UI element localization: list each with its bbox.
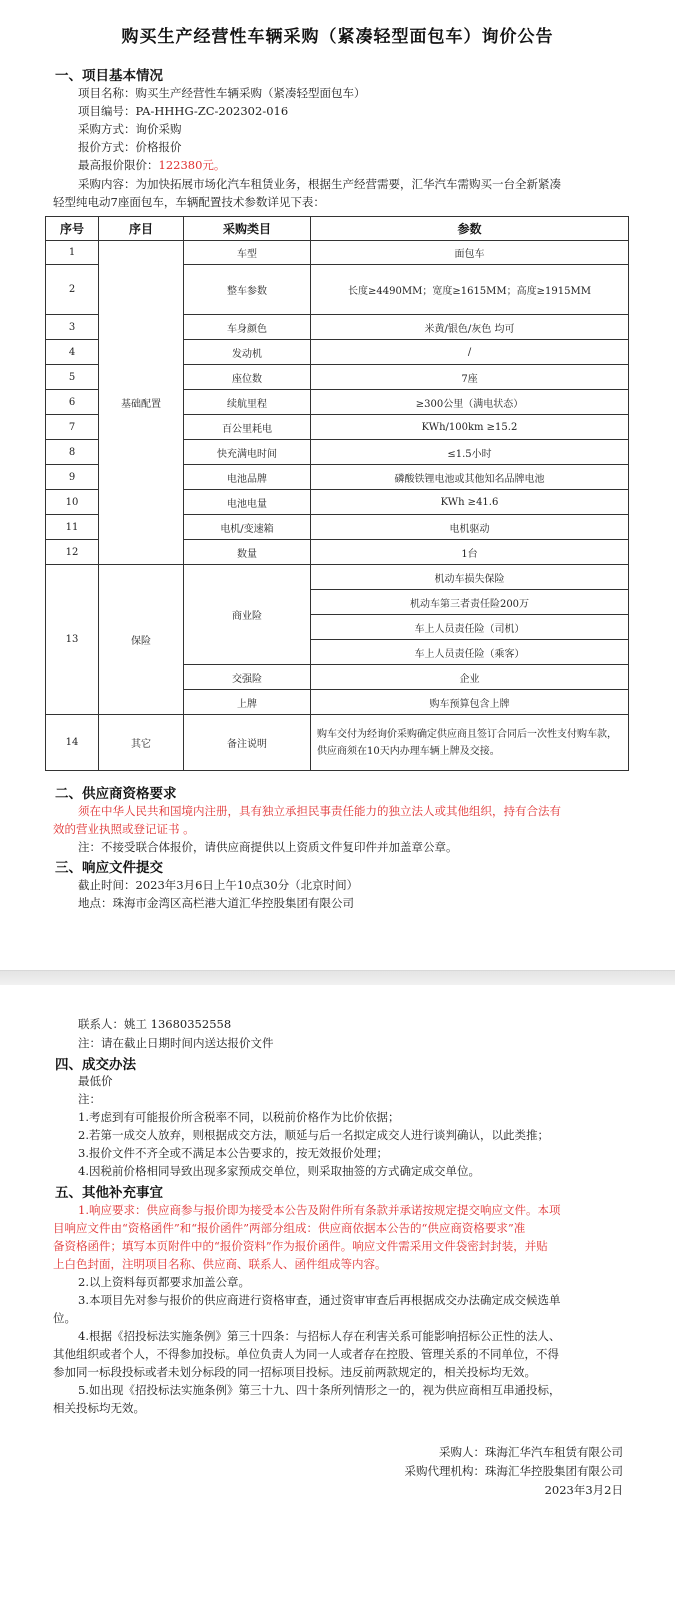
qualification-review-line: 位。	[53, 1311, 76, 1325]
group-basic-config: 基础配置	[99, 241, 184, 565]
row-no: 3	[46, 315, 99, 340]
row-no: 10	[46, 490, 99, 515]
row-param: 7座	[311, 365, 629, 390]
qualification-line-2: 效的营业执照或登记证书 。	[53, 822, 195, 836]
award-rule: 1.考虑到有可能报价所含税率不同，以税前价格作为比价依据；	[78, 1110, 400, 1124]
header-category: 序目	[99, 217, 184, 241]
row-item: 电池品牌	[184, 465, 311, 490]
section-3-heading: 三、响应文件提交	[55, 860, 163, 876]
row-param: KWh/100km ≥15.2	[311, 415, 629, 440]
row-param: 磷酸铁锂电池或其他知名品牌电池	[311, 465, 629, 490]
award-rule: 2.若第一成交人放弃，则根据成交方法，顺延与后一名拟定成交人进行谈判确认，以此类推；	[78, 1128, 549, 1142]
response-requirement-line: 1.响应要求：供应商参与报价即为接受本公告及附件所有条款并承诺按规定提交响应文件。本项	[78, 1203, 561, 1217]
row-param: 车上人员责任险（乘客）	[311, 640, 629, 665]
row-param: ≥300公里（满电状态）	[311, 390, 629, 415]
row-no: 2	[46, 265, 99, 315]
row-param: 面包车	[311, 241, 629, 265]
page-separator	[0, 970, 675, 986]
row-param: 米黄/银色/灰色 均可	[311, 315, 629, 340]
document-title: 购买生产经营性车辆采购（紧凑轻型面包车）询价公告	[121, 27, 554, 47]
row-no: 8	[46, 440, 99, 465]
qualification-review-line: 3.本项目先对参与报价的供应商进行资格审查，通过资审审查后再根据成交办法确定成交候选单	[78, 1293, 561, 1307]
table-header-row	[46, 217, 629, 241]
row-no: 14	[46, 715, 99, 771]
table-row	[46, 565, 629, 590]
row-param: 机动车损失保险	[311, 565, 629, 590]
row-no: 7	[46, 415, 99, 440]
row-no: 1	[46, 241, 99, 265]
content-line-2: 轻型纯电动7座面包车，车辆配置技术参数详见下表：	[53, 195, 325, 209]
submission-address: 地点：珠海市金湾区高栏港大道汇华控股集团有限公司	[78, 896, 354, 910]
contact-person: 联系人：姚工 13680352558	[78, 1017, 232, 1031]
agent-signature: 采购代理机构：珠海汇华控股集团有限公司	[404, 1464, 623, 1478]
row-param: 电机驱动	[311, 515, 629, 540]
response-requirement-line: 备资格函件；填写本页附件中的“报价资料”作为报价函件。响应文件需采用文件袋密封封装，并贴	[53, 1239, 548, 1253]
row-item: 发动机	[184, 340, 311, 365]
lowest-price: 最低价	[78, 1074, 113, 1088]
table-row	[46, 715, 629, 771]
conflict-rule-line: 其他组织或者个人，不得参加投标。单位负责人为同一人或者存在控股、管理关系的不同单位，不得	[53, 1347, 559, 1361]
row-no: 11	[46, 515, 99, 540]
max-price-value: 122380元。	[158, 158, 226, 172]
row-item: 电机/变速箱	[184, 515, 311, 540]
stamp-requirement: 2.以上资料每页都要求加盖公章。	[78, 1275, 250, 1289]
row-param: 机动车第三者责任险200万	[311, 590, 629, 615]
submission-note: 注：请在截止日期时间内送达报价文件	[78, 1036, 274, 1050]
row-param: 购车预算包含上牌	[311, 690, 629, 715]
conflict-rule-line: 参加同一标段投标或者未划分标段的同一招标项目投标。违反前两款规定的，相关投标均无效。	[53, 1365, 536, 1379]
group-insurance: 保险	[99, 565, 184, 715]
document-page-2	[0, 985, 675, 1600]
header-no: 序号	[46, 217, 99, 241]
row-no: 4	[46, 340, 99, 365]
collusion-rule-line: 5.如出现《招投标法实施条例》第三十九、四十条所列情形之一的，视为供应商相互串通投标，	[78, 1383, 561, 1397]
collusion-rule-line: 相关投标均无效。	[53, 1401, 145, 1415]
row-no: 12	[46, 540, 99, 565]
section-4-heading: 四、成交办法	[55, 1057, 136, 1073]
section-2-heading: 二、供应商资格要求	[55, 786, 177, 802]
row-item: 上牌	[184, 690, 311, 715]
award-note: 注：	[78, 1092, 101, 1106]
max-price-label: 最高报价限价：	[78, 158, 159, 172]
row-item: 数量	[184, 540, 311, 565]
row-item: 交强险	[184, 665, 311, 690]
row-item: 百公里耗电	[184, 415, 311, 440]
conflict-rule-line: 4.根据《招投标法实施条例》第三十四条：与招标人存在利害关系可能影响招标公正性的法人、	[78, 1329, 561, 1343]
row-no: 9	[46, 465, 99, 490]
group-other: 其它	[99, 715, 184, 771]
row-item: 快充满电时间	[184, 440, 311, 465]
row-item: 续航里程	[184, 390, 311, 415]
row-param: 车上人员责任险（司机）	[311, 615, 629, 640]
row-item: 整车参数	[184, 265, 311, 315]
award-rule: 4.因税前价格相同导致出现多家预成交单位，则采取抽签的方式确定成交单位。	[78, 1164, 480, 1178]
header-param: 参数	[311, 217, 629, 241]
row-param: 1台	[311, 540, 629, 565]
response-requirement-line: 目响应文件由“资格函件”和“报价函件”两部分组成：供应商依据本公告的“供应商资格要求”准	[53, 1221, 526, 1235]
insurance-commercial: 商业险	[184, 565, 311, 665]
response-requirement-line: 上白色封面，注明项目名称、供应商、联系人、函件组成等内容。	[53, 1257, 387, 1271]
row-param: 购车交付为经询价采购确定供应商且签订合同后一次性支付购车款，供应商须在10天内办理车辆上牌及交接。	[311, 715, 629, 771]
qualification-line-1: 须在中华人民共和国境内注册，具有独立承担民事责任能力的独立法人或其他组织，持有合法有	[78, 804, 561, 818]
row-item: 车身颜色	[184, 315, 311, 340]
content-line-1: 采购内容：为加快拓展市场化汽车租赁业务，根据生产经营需要，汇华汽车需购买一台全新紧凑	[78, 177, 561, 191]
signature-date: 2023年3月2日	[544, 1483, 623, 1497]
row-no: 13	[46, 565, 99, 715]
purchaser-signature: 采购人：珠海汇华汽车租赁有限公司	[439, 1445, 623, 1459]
procurement-method: 采购方式：询价采购	[78, 122, 182, 136]
submission-deadline: 截止时间：2023年3月6日上午10点30分（北京时间）	[78, 878, 359, 892]
row-param: KWh ≥41.6	[311, 490, 629, 515]
row-param: ≤1.5小时	[311, 440, 629, 465]
project-number: 项目编号：PA-HHHG-ZC-202302-016	[78, 104, 289, 118]
row-no: 6	[46, 390, 99, 415]
quote-method: 报价方式：价格报价	[78, 140, 182, 154]
row-item: 备注说明	[184, 715, 311, 771]
table-row	[46, 241, 629, 265]
section-1-heading: 一、项目基本情况	[55, 68, 163, 84]
vehicle-spec-table	[45, 216, 629, 771]
header-item: 采购类目	[184, 217, 311, 241]
row-item: 车型	[184, 241, 311, 265]
row-param: 企业	[311, 665, 629, 690]
row-item: 座位数	[184, 365, 311, 390]
row-param: /	[311, 340, 629, 365]
project-name: 项目名称：购买生产经营性车辆采购（紧凑轻型面包车）	[78, 86, 366, 100]
max-price	[78, 156, 225, 174]
row-item: 电池电量	[184, 490, 311, 515]
row-no: 5	[46, 365, 99, 390]
qualification-note: 注：不接受联合体报价，请供应商提供以上资质文件复印件并加盖章公章。	[78, 840, 458, 854]
section-5-heading: 五、其他补充事宜	[55, 1185, 163, 1201]
row-param: 长度≥4490MM；宽度≥1615MM；高度≥1915MM	[311, 265, 629, 315]
award-rule: 3.报价文件不齐全或不满足本公告要求的，按无效报价处理；	[78, 1146, 388, 1160]
